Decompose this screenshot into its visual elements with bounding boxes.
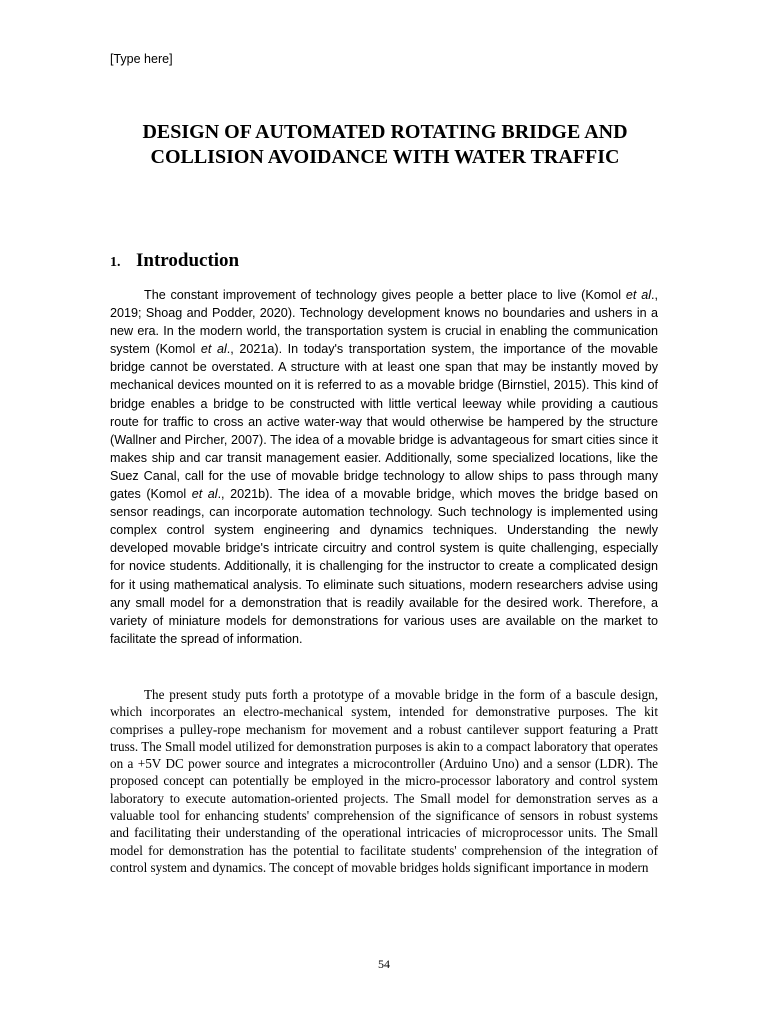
citation-italic: et al bbox=[191, 487, 218, 502]
paper-title: DESIGN OF AUTOMATED ROTATING BRIDGE AND COLLISION AVOIDANCE WITH WATER TRAFFIC bbox=[142, 121, 628, 168]
section-heading bbox=[110, 250, 239, 272]
paragraph-text: The constant improvement of technology gives people a better place to live (Komol bbox=[144, 288, 626, 302]
paragraph-text: ., 2021b). The idea of a movable bridge, which moves the bridge based on sensor readings, can incorporate automation technology. Such technology is implemented using complex control system engineering and dynamics techniques. Understanding the newly developed movable bridge's intricate circuitry and control system is quite challenging, especially for novice students. Additionally, it is challenging for the instructor to create a complicated design for it using mathematical analysis. To eliminate such situations, modern researchers advise using any small model for a demonstration that is readily available for the desired work. Therefore, a variety of miniature models for demonstrations for various uses are available on the market to facilitate the spread of information. bbox=[110, 487, 658, 646]
page-header: [Type here] bbox=[110, 52, 173, 66]
section-title: Introduction bbox=[136, 250, 240, 271]
section-number: 1. bbox=[110, 255, 121, 270]
paragraph-text: ., 2021a). In today's transportation system, the importance of the movable bridge cannot be overstated. A structure with at least one span that may be instantly moved by mechanical devices mounted on it is referred to as a movable bridge (Birnstiel, 2015). This kind of bridge enables a bridge to be constructed with little vertical leeway while providing a cautious route for traffic to cross an active water-way that would otherwise be hampered by the structure (Wallner and Pircher, 2007). The idea of a movable bridge is advantageous for smart cities since it makes ship and car transit management easier. Additionally, some specialized locations, like the Suez Canal, call for the use of movable bridge technology to allow ships to pass through many gates (Komol bbox=[110, 342, 658, 502]
citation-italic: et al bbox=[200, 342, 227, 357]
page-number: 54 bbox=[378, 957, 390, 971]
intro-paragraph-2: The present study puts forth a prototype of a movable bridge in the form of a bascule design, which incorporates an electro-mechanical system, intended for demonstrative purposes. The kit comprises a pulley-rope mechanism for movement and a robust cantilever support featuring a Pratt truss. The Small model utilized for demonstration purposes is akin to a compact laboratory that operates on a +5V DC power source and integrates a microcontroller (Arduino Uno) and a sensor (LDR). The proposed concept can potentially be employed in the micro-processor laboratory and control system laboratory to execute automation-oriented projects. The Small model for demonstration serves as a valuable tool for enhancing students' comprehension of the significance of sensors in robust systems and facilitating their understanding of the operational intricacies of microprocessor units. The Small model for demonstration has the potential to facilitate students' comprehension of the integration of control system and dynamics. The concept of movable bridges holds significant importance in modern bbox=[110, 687, 658, 875]
citation-italic: et al bbox=[625, 288, 651, 302]
intro-paragraph-1 bbox=[110, 286, 658, 648]
paragraph-text: ., 2019; Shoag and Podder, 2020). Technology development knows no boundaries and ushers in a new era. In the modern world, the transportation system is crucial in enabling the communication system (Komol bbox=[110, 288, 658, 357]
